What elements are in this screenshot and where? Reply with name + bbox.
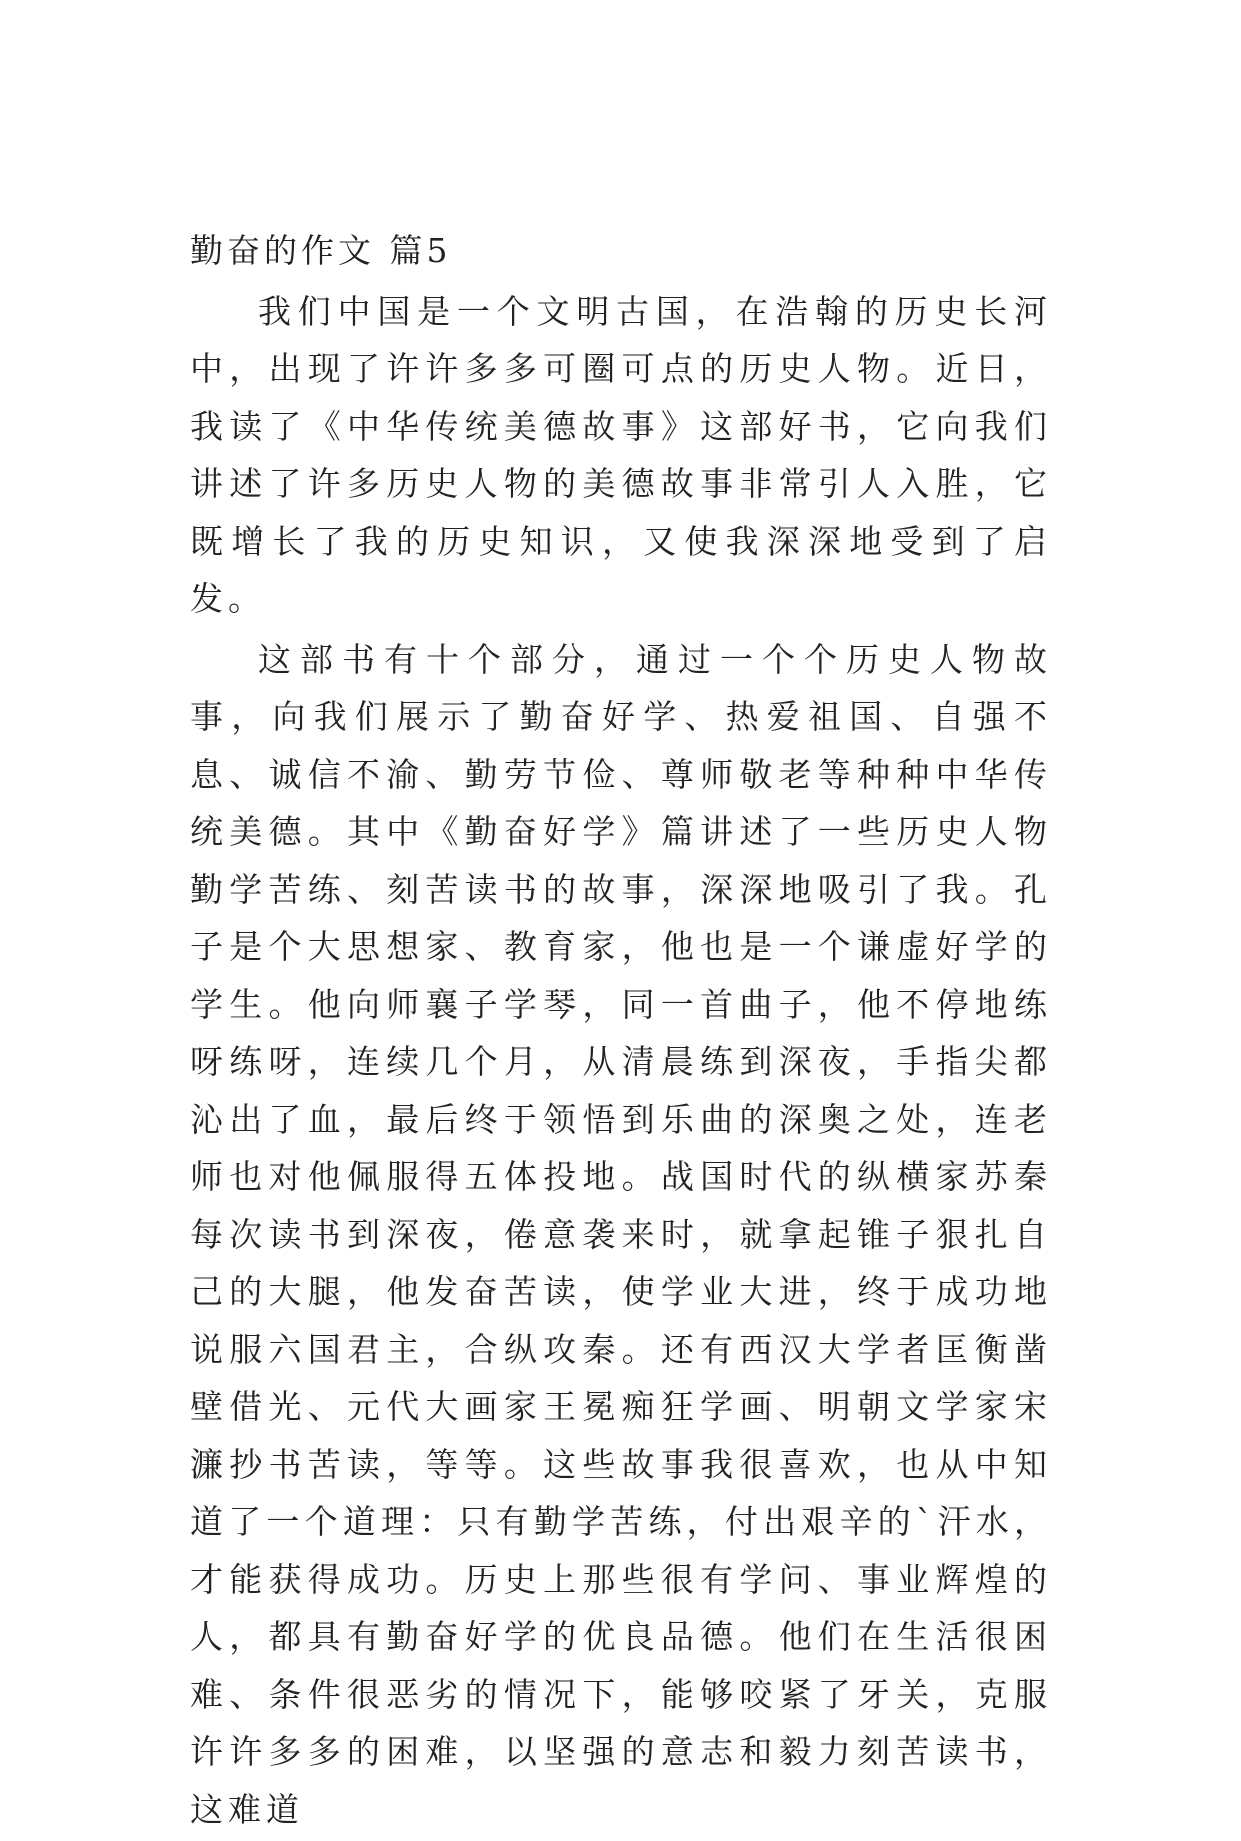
document-body (190, 222, 1052, 1841)
essay-title: 勤奋的作文 篇5 (190, 231, 452, 270)
paragraph-1: 我们中国是一个文明古国，在浩翰的历史长河中，出现了许许多多可圈可点的历史人物。近日，我读了《中华传统美德故事》这部好书，它向我们讲述了许多历史人物的美德故事非常引人入胜，它既增长了我的历史知识，又使我深深地受到了启发。 (190, 291, 1052, 618)
paragraph-2: 这部书有十个部分，通过一个个历史人物故事，向我们展示了勤奋好学、热爱祖国、自强不息、诚信不渝、勤劳节俭、尊师敬老等种种中华传统美德。其中《勤奋好学》篇讲述了一些历史人物勤学苦练、刻苦读书的故事，深深地吸引了我。孔子是个大思想家、教育家，他也是一个谦虚好学的学生。他向师襄子学琴，同一首曲子，他不停地练呀练呀，连续几个月，从清晨练到深夜，手指尖都沁出了血，最后终于领悟到乐曲的深奥之处，连老师也对他佩服得五体投地。战国时代的纵横家苏秦每次读书到深夜，倦意袭来时，就拿起锥子狠扎自己的大腿，他发奋苦读，使学业大进，终于成功地说服六国君主，合纵攻秦。还有西汉大学者匡衡凿壁借光、元代大画家王冕痴狂学画、明朝文学家宋濂抄书苦读，等等。这些故事我很喜欢，也从中知道了一个道理：只有勤学苦练，付出艰辛的`汗水，才能获得成功。历史上那些很有学问、事业辉煌的人，都具有勤奋好学的优良品德。他们在生活很困难、条件很恶劣的情况下，能够咬紧了牙关，克服许许多多的困难，以坚强的意志和毅力刻苦读书，这难道 (190, 639, 1052, 1829)
